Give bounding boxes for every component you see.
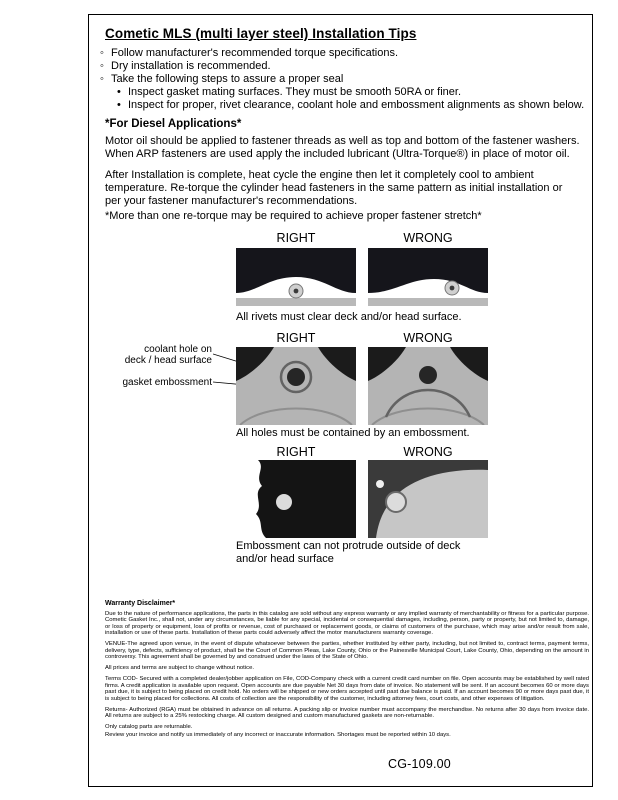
warranty-para-catalog: Only catalog parts are returnable. [105,724,193,730]
warranty-para-liability: Due to the nature of performance applications, the parts in this catalog are sold without any express warranty or any implied warranty of merchantability or fitness for a particular purpose. Cometic Gasket Inc., shall not, under any circumstances, be liable for any special, incidental or consequential damages, including, person, party or property, but not limited to, damage, or loss of property or equipment, loss of profits or revenue, cost of purchased or replacement goods, or claims of customers of the purchase, which may arise and/or result from sale, installation or use of these parts. Installation of these parts could adversely affect the motor manufacturers warranty coverage. [105,610,589,636]
callout-coolant-line2: deck / head surface [124,355,212,366]
warranty-disclaimer-heading: Warranty Disclaimer* [105,600,176,607]
figure-rivet-wrong-image [368,248,488,306]
right-label-embossment: RIGHT [276,445,316,459]
warranty-disclaimer-section [105,601,589,743]
caption-embossment-line1: Embossment can not protrude outside of deck [236,540,461,552]
warranty-para-terms: Terms COD- Secured with a completed dealer/jobber application on File, COD-Company check with a current credit card number on file. Open accounts may be established by well rated firms. A credit application is available upon request. Open accounts are due payable Net 30 days from date of invoice. No statement will be sent. If an account becomes 60 or more days past due, it is subject to being placed on credit hold. No orders will be shipped or new orders accepted until past due balance is paid. If an account becomes 90 or more days past due, it is subject to being placed for collections. All costs of collection are the responsibility of the customer, including attorney fees, court costs, and other expenses of litigation. [105,676,589,702]
figure-holes-wrong-image [368,347,488,425]
installation-tips-list [100,47,584,112]
page-title: Cometic MLS (multi layer steel) Installation Tips [105,26,417,41]
callout-coolant-hole-label [104,344,212,366]
warranty-para-invoice: Review your invoice and notify us immediately of any incorrect or inaccurate information. Shortages must be reported within 10 days. [105,731,451,738]
rivet-right-diagram [236,248,356,306]
holes-wrong-diagram [368,347,488,425]
retorque-note: *More than one re-torque may be required to achieve proper fastener stretch* [105,210,482,222]
warranty-para-prices: All prices and terms are subject to change without notice. [105,665,254,671]
wrong-label-holes: WRONG [403,331,453,345]
callout-gasket-embossment-label: gasket embossment [122,377,212,388]
warranty-para-returns: Returns- Authorized (RGA) must be obtained in advance on all returns. A packing slip or invoice number must accompany the merchandise. No returns after 30 days from invoice date. All returns are subject to a 25% restocking charge. All custom designed and custom manufactured gaskets are non-returnable. [105,706,589,719]
caption-rivets: All rivets must clear deck and/or head surface. [236,311,462,323]
holes-right-diagram [236,347,356,425]
diesel-para-oil: Motor oil should be applied to fastener threads as well as top and bottom of the fastener washers. When ARP fasteners are used apply the included lubricant (Ultra-Torque®) in place of motor oil. [105,135,580,160]
tip-item: ◦ Dry installation is recommended. [100,60,584,73]
warranty-para-venue: VENUE-The agreed upon venue, in the event of dispute whatsoever between the parties, whether instituted by either party, including, but not limited to, contract terms, payment terms, delivery, type, defects, sufficiency of product, shall be the Court of Common Pleas, Lake County, Ohio or the Painesville Municipal Court, Lake County, Ohio, depending on the amount in controversy. This agreement shall be governed by and construed under the laws of the State of Ohio. [105,641,589,660]
wrong-label-rivets: WRONG [403,231,453,245]
tip-item: ◦ Take the following steps to assure a proper seal [100,73,584,86]
right-label-rivets: RIGHT [276,231,316,245]
figure-rivet-right-image [236,248,356,306]
figure-holes-right-image [236,347,356,425]
wrong-label-embossment: WRONG [403,445,453,459]
diesel-para-retorque: After Installation is complete, heat cycle the engine then let it completely cool to ambient temperature. Re-torque the cylinder head fasteners in the same pattern as initial installation or per your fastener manufacturer's recommendations. [105,169,563,207]
figure-embossment-right-image [236,460,356,538]
tip-item: ◦ Follow manufacturer's recommended torque specifications. [100,47,584,60]
diesel-applications-heading: *For Diesel Applications* [105,118,242,130]
doc-number: CG-109.00 [388,757,451,771]
caption-holes: All holes must be contained by an embossment. [236,427,470,439]
caption-embossment-line2: and/or head surface [236,552,334,565]
embossment-wrong-diagram [368,460,488,538]
figure-embossment-wrong-image [368,460,488,538]
tip-subitem: • Inspect gasket mating surfaces. They must be smooth 50RA or finer. [117,86,584,99]
right-label-holes: RIGHT [276,331,316,345]
rivet-wrong-diagram [368,248,488,306]
callout-coolant-line1: coolant hole on [144,344,212,355]
tip-subitem: • Inspect for proper, rivet clearance, coolant hole and embossment alignments as shown below. [117,99,584,112]
embossment-right-diagram [236,460,356,538]
caption-embossment [236,540,460,565]
